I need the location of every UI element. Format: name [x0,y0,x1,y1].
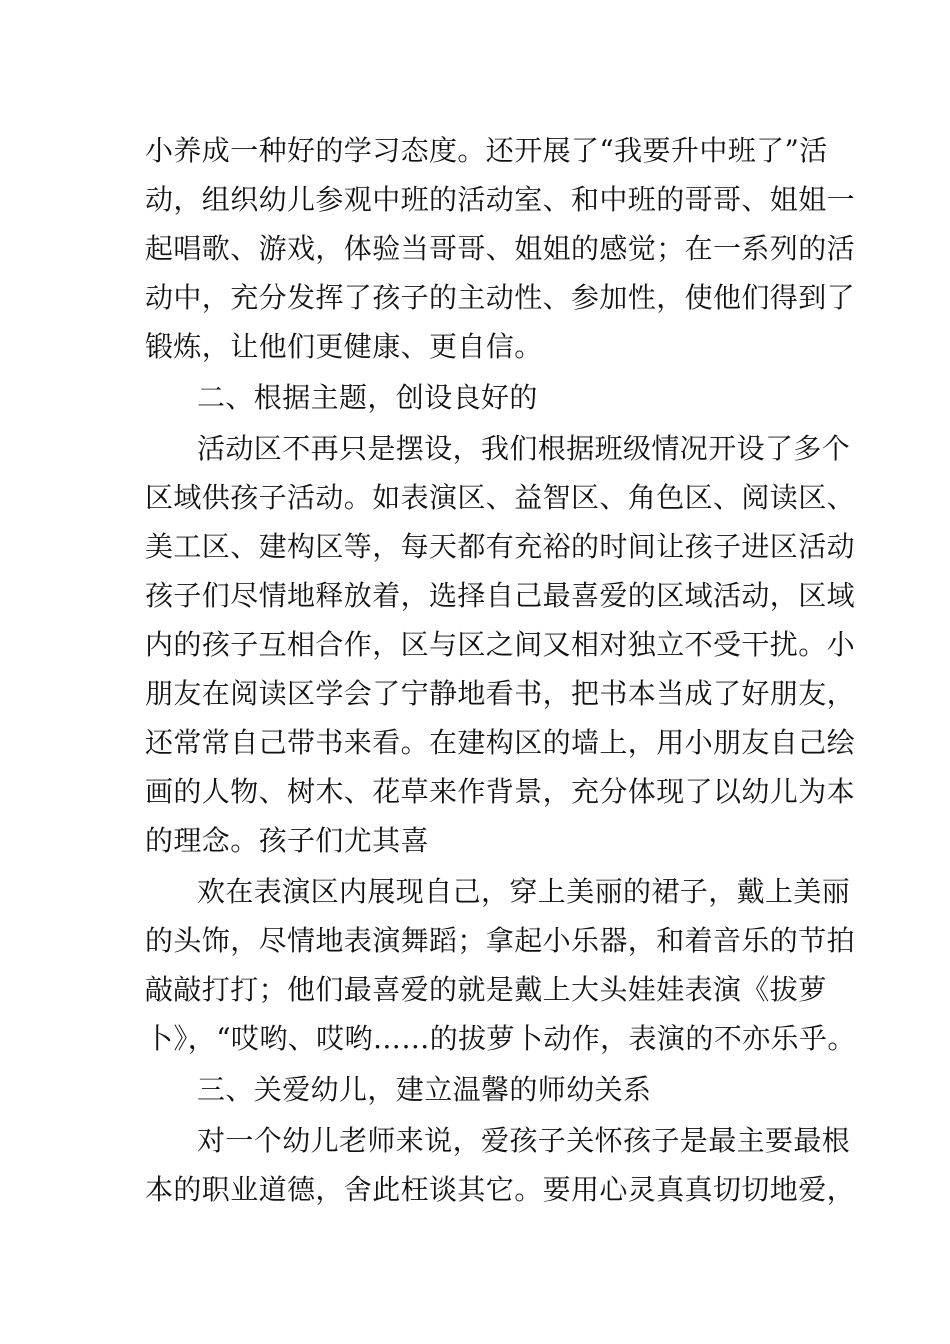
paragraph-line: 孩子们尽情地释放着，选择自己最喜爱的区域活动，区域 [145,579,856,612]
paragraph-line: 卜》，“哎哟、哎哟……的拔萝卜动作，表演的不亦乐乎。 [145,1022,856,1055]
paragraph-line: 本的职业道德，舍此枉谈其它。要用心灵真真切切地爱， [145,1173,856,1206]
paragraph-line: 小养成一种好的学习态度。还开展了“我要升中班了”活 [145,134,828,167]
paragraph-line: 起唱歌、游戏，体验当哥哥、姐姐的感觉；在一系列的活 [145,232,856,265]
paragraph-line: 还常常自己带书来看。在建构区的墙上，用小朋友自己绘 [145,726,856,759]
paragraph-line: 活动区不再只是摆设，我们根据班级情况开设了多个 [197,432,851,465]
paragraph-line: 朋友在阅读区学会了宁静地看书，把书本当成了好朋友， [145,677,856,710]
paragraph-line: 锻炼，让他们更健康、更自信。 [145,330,543,363]
paragraph-line: 区域供孩子活动。如表演区、益智区、角色区、阅读区、 [145,481,856,514]
section-heading: 二、根据主题，创设良好的 [197,381,538,414]
paragraph-line: 动，组织幼儿参观中班的活动室、和中班的哥哥、姐姐一 [145,183,856,216]
paragraph-line: 欢在表演区内展现自己，穿上美丽的裙子，戴上美丽 [197,875,851,908]
paragraph-line: 的头饰，尽情地表演舞蹈；拿起小乐器，和着音乐的节拍 [145,924,856,957]
section-heading: 三、关爱幼儿，建立温馨的师幼关系 [197,1073,652,1106]
paragraph-line: 动中，充分发挥了孩子的主动性、参加性，使他们得到了 [145,281,856,314]
paragraph-line: 对一个幼儿老师来说，爱孩子关怀孩子是最主要最根 [197,1124,851,1157]
paragraph-line: 画的人物、树木、花草来作背景，充分体现了以幼儿为本 [145,775,856,808]
paragraph-line: 敲敲打打；他们最喜爱的就是戴上大头娃娃表演《拔萝 [145,973,827,1006]
paragraph-line: 内的孩子互相合作，区与区之间又相对独立不受干扰。小 [145,628,856,661]
paragraph-line: 美工区、建构区等，每天都有充裕的时间让孩子进区活动 [145,530,856,563]
paragraph-line: 的理念。孩子们尤其喜 [145,824,430,857]
